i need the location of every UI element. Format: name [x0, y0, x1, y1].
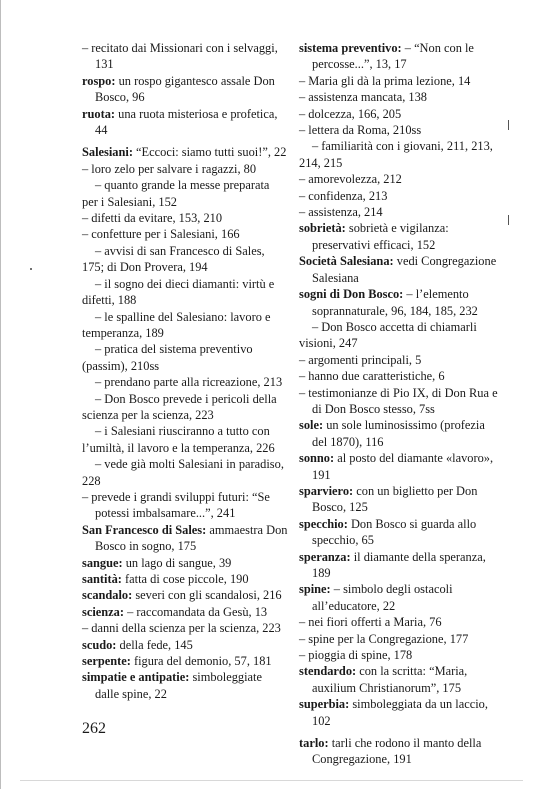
- index-entry: [299, 696, 499, 729]
- index-entry: [299, 516, 499, 549]
- index-subentry: [299, 106, 499, 122]
- index-entry-text: – “Non con le percosse...”, 13, 17: [312, 41, 474, 72]
- index-subentry: [82, 276, 288, 309]
- index-entry: [299, 40, 499, 73]
- index-subentry: [299, 138, 499, 171]
- index-subentry: [299, 122, 499, 138]
- index-entry: [299, 663, 499, 696]
- index-entry-text: – Don Bosco accetta di chiamarli visioni, 247: [299, 319, 477, 351]
- index-entry-text: – testimonianze di Pio IX, di Don Rua e di Don Bosco stesso, 7ss: [299, 385, 498, 416]
- index-entry-text: una ruota misteriosa e profetica, 44: [95, 106, 278, 138]
- index-headword: tarlo:: [299, 736, 329, 751]
- index-headword: rospo:: [82, 73, 116, 88]
- index-entry: [82, 106, 288, 139]
- index-entry-text: vedi Congregazione Salesiana: [312, 254, 497, 285]
- index-entry-text: – lettera da Roma, 210ss: [299, 123, 422, 138]
- index-entry-text: ammaestra Don Bosco in sogno, 175: [95, 522, 288, 554]
- index-entry-text: – nei fiori offerti a Maria, 76: [299, 615, 442, 630]
- index-subentry: [82, 341, 288, 374]
- index-headword: sogni di Don Bosco:: [299, 287, 404, 302]
- index-entry: [299, 549, 499, 582]
- index-subentry: [299, 204, 499, 220]
- index-headword: sparviero:: [299, 483, 354, 498]
- index-entry-text: il diamante della speranza, 189: [312, 549, 486, 580]
- index-subentry: [299, 171, 499, 187]
- index-entry-text: – dolcezza, 166, 205: [299, 106, 402, 121]
- index-entry: [299, 417, 499, 450]
- index-headword: simpatie e antipatie:: [82, 670, 190, 685]
- index-entry: [299, 483, 499, 516]
- index-entry: [82, 653, 288, 669]
- index-headword: ruota:: [82, 106, 116, 121]
- index-entry-text: “Eccoci: siamo tutti suoi!”, 22: [132, 145, 287, 160]
- index-entry: [82, 73, 288, 106]
- index-headword: Salesiani:: [82, 145, 133, 160]
- index-entry: [82, 555, 288, 571]
- index-entry-text: un sole luminosissimo (profezia del 1870), 116: [312, 418, 485, 449]
- index-subentry: [82, 161, 288, 177]
- index-entry: [299, 253, 499, 286]
- index-headword: sangue:: [82, 555, 123, 570]
- index-entry-text: – vede già molti Salesiani in paradiso, 228: [82, 457, 284, 488]
- index-subentry: [299, 614, 499, 630]
- index-entry: [299, 450, 499, 483]
- index-entry-text: severi con gli scandalosi, 216: [132, 588, 282, 603]
- index-entry-text: – argomenti principali, 5: [299, 352, 422, 367]
- index-subentry: [299, 631, 499, 647]
- index-subentry: [82, 620, 288, 636]
- index-entry-text: – prendano parte alla ricreazione, 213: [95, 375, 283, 390]
- index-entry-text: sobrietà e vigilanza: preservativi efficaci, 152: [312, 221, 449, 252]
- scan-mark: [508, 120, 509, 130]
- index-entry-text: figura del demonio, 57, 181: [130, 654, 272, 669]
- index-headword: Società Salesiana:: [299, 254, 394, 269]
- bottom-scan-line: [20, 780, 523, 781]
- scan-speck: [30, 268, 32, 270]
- scan-mark: [508, 215, 509, 225]
- index-headword: sistema preventivo:: [299, 41, 402, 55]
- index-subentry: [82, 210, 288, 226]
- index-subentry: [82, 40, 288, 73]
- index-headword: spine:: [299, 582, 331, 597]
- index-entry: [299, 581, 499, 614]
- index-headword: scandalo:: [82, 588, 133, 603]
- index-entry-text: – prevede i grandi sviluppi futuri: “Se potessi imbalsamare...”, 241: [82, 489, 270, 521]
- index-entry: [82, 637, 288, 653]
- index-subentry: [299, 368, 499, 384]
- index-subentry: [82, 374, 288, 390]
- index-entry-text: – pratica del sistema preventivo (passim), 210ss: [82, 342, 253, 373]
- index-column-left: [82, 40, 288, 702]
- index-entry: [299, 220, 499, 253]
- index-entry-text: – simbolo degli ostacoli all’educatore, 22: [312, 582, 453, 613]
- index-entry: [82, 587, 288, 603]
- index-subentry: [82, 243, 288, 276]
- index-entry-text: – amorevolezza, 212: [299, 172, 402, 187]
- index-subentry: [299, 73, 499, 89]
- index-entry: [82, 604, 288, 620]
- index-entry-text: – l’elemento soprannaturale, 96, 184, 185, 232: [312, 287, 478, 318]
- index-subentry: [299, 352, 499, 368]
- index-entry-text: tarli che rodono il manto della Congregazione, 191: [312, 736, 482, 767]
- index-headword: serpente:: [82, 654, 131, 669]
- page-number: 262: [82, 720, 106, 737]
- index-subentry: [82, 177, 288, 210]
- index-entry-text: – quanto grande la messe preparata per i Salesiani, 152: [82, 178, 270, 209]
- index-entry-text: – i Salesiani riusciranno a tutto con l’umiltà, il lavoro e la temperanza, 226: [82, 424, 275, 455]
- index-subentry: [299, 319, 499, 352]
- index-subentry: [299, 89, 499, 105]
- index-entry-text: simboleggiate dalle spine, 22: [95, 670, 262, 701]
- index-entry: [82, 669, 288, 702]
- index-subentry: [82, 423, 288, 456]
- index-headword: sole:: [299, 418, 324, 433]
- index-headword: speranza:: [299, 549, 351, 564]
- index-entry: [82, 522, 288, 555]
- page-edge-shadow: [0, 0, 1, 789]
- index-subentry: [299, 385, 499, 418]
- index-subentry: [82, 309, 288, 342]
- index-entry-text: un rospo gigantesco assale Don Bosco, 96: [95, 73, 275, 105]
- index-entry: [299, 286, 499, 319]
- index-headword: scienza:: [82, 604, 124, 619]
- index-entry-text: – difetti da evitare, 153, 210: [82, 211, 223, 226]
- index-entry-text: – spine per la Congregazione, 177: [299, 631, 469, 646]
- index-entry-text: fatta di cose piccole, 190: [121, 572, 249, 586]
- index-entry-text: – confidenza, 213: [299, 188, 388, 203]
- index-entry-text: – assistenza, 214: [299, 205, 383, 220]
- index-entry-text: – danni della scienza per la scienza, 223: [82, 621, 281, 636]
- index-entry-text: – hanno due caratteristiche, 6: [299, 369, 445, 384]
- index-entry-text: – pioggia di spine, 178: [299, 648, 413, 663]
- index-subentry: [82, 456, 288, 489]
- index-entry-text: al posto del diamante «lavoro», 191: [312, 451, 494, 482]
- index-entry-text: – Don Bosco prevede i pericoli della scienza per la scienza, 223: [82, 391, 277, 422]
- index-entry-text: – avvisi di san Francesco di Sales, 175; di Don Provera, 194: [82, 243, 265, 275]
- index-entry: [299, 735, 499, 768]
- index-subentry: [299, 647, 499, 663]
- index-headword: scudo:: [82, 637, 117, 652]
- index-entry-text: – raccomandata da Gesù, 13: [123, 604, 268, 619]
- index-headword: sonno:: [299, 451, 335, 466]
- index-entry: [82, 571, 288, 587]
- index-entry-text: con la scritta: “Maria, auxilium Christianorum”, 175: [312, 664, 468, 695]
- index-entry-text: – le spalline del Salesiano: lavoro e temperanza, 189: [82, 309, 271, 340]
- index-headword: stendardo:: [299, 664, 357, 679]
- index-entry-text: della fede, 145: [116, 637, 193, 652]
- index-headword: superbia:: [299, 697, 350, 712]
- index-entry-text: un lago di sangue, 39: [122, 555, 232, 570]
- index-headword: specchio:: [299, 516, 348, 531]
- index-entry-text: con un biglietto per Don Bosco, 125: [312, 483, 478, 515]
- index-headword: San Francesco di Sales:: [82, 522, 207, 537]
- index-entry-text: – il sogno dei dieci diamanti: virtù e difetti, 188: [82, 276, 275, 308]
- index-column-right: [299, 40, 499, 768]
- index-entry-text: simboleggiata da un laccio, 102: [312, 697, 488, 728]
- index-subentry: [82, 489, 288, 522]
- index-subentry: [82, 391, 288, 424]
- index-headword: santità:: [82, 572, 122, 586]
- index-entry-text: – familiarità con i giovani, 211, 213, 214, 215: [299, 139, 493, 170]
- index-subentry: [299, 188, 499, 204]
- index-entry-text: Don Bosco si guarda allo specchio, 65: [312, 516, 477, 548]
- index-entry-text: – recitato dai Missionari con i selvaggi, 131: [82, 41, 278, 72]
- index-entry-text: – assistenza mancata, 138: [299, 90, 427, 105]
- index-entry-text: – confetture per i Salesiani, 166: [82, 227, 240, 242]
- index-subentry: [82, 226, 288, 242]
- index-headword: sobrietà:: [299, 221, 346, 236]
- index-entry-text: – loro zelo per salvare i ragazzi, 80: [82, 161, 257, 176]
- index-entry-text: – Maria gli dà la prima lezione, 14: [299, 73, 471, 88]
- index-entry: [82, 144, 288, 160]
